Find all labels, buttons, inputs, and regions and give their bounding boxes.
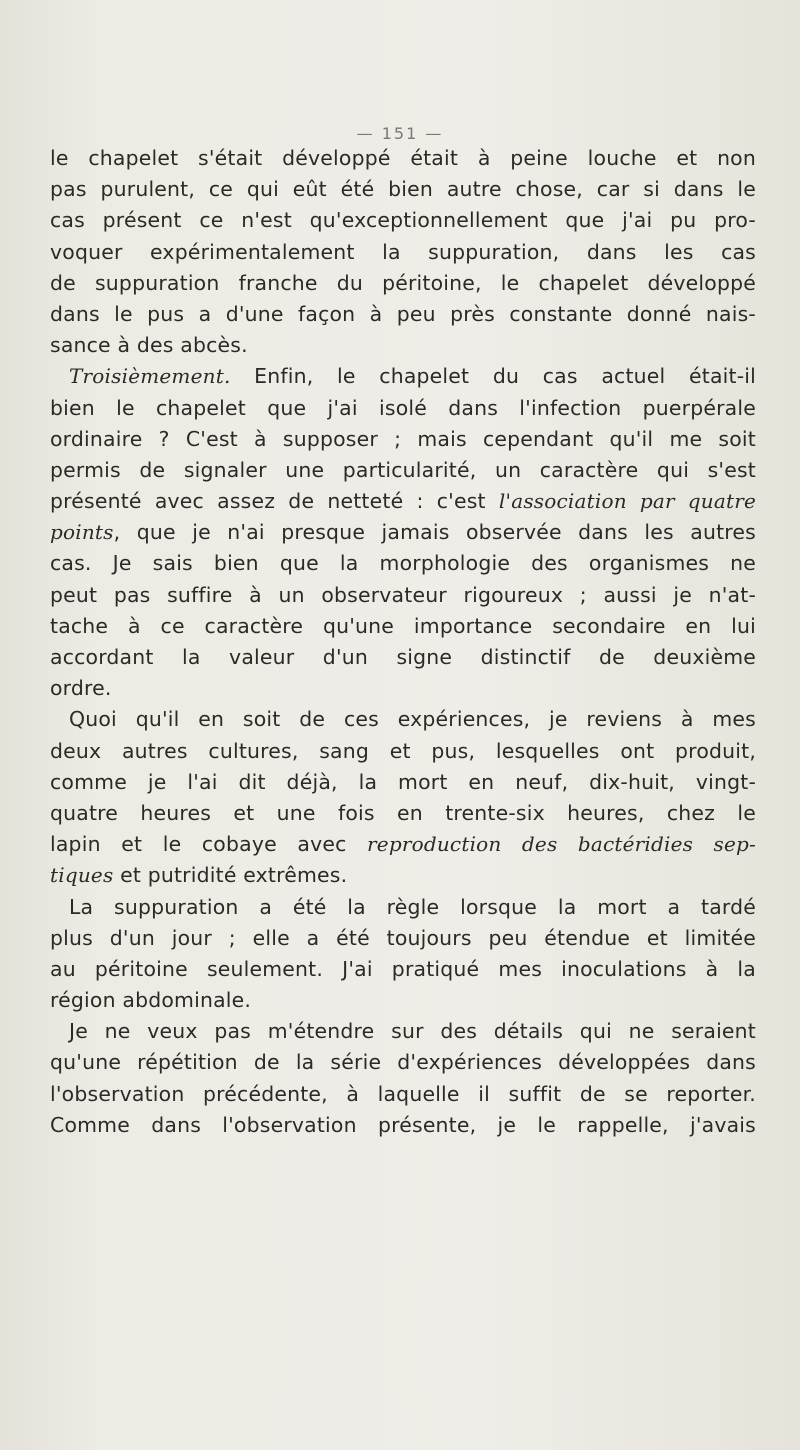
text-line bbox=[50, 455, 756, 486]
text-segment: Je ne veux pas m'étendre sur des détails qui ne seraient bbox=[69, 1019, 756, 1044]
text-line bbox=[50, 954, 756, 985]
text-segment: comme je l'ai dit déjà, la mort en neuf, dix-huit, vingt- bbox=[50, 769, 756, 794]
text-line bbox=[50, 486, 756, 517]
text-line bbox=[50, 611, 756, 642]
text-line bbox=[50, 1079, 756, 1110]
text-line bbox=[50, 393, 756, 424]
text-line bbox=[50, 174, 756, 205]
text-line bbox=[50, 580, 756, 611]
text-line bbox=[50, 704, 756, 735]
text-line bbox=[50, 424, 756, 455]
text-line bbox=[50, 642, 756, 673]
text-segment: le chapelet s'était développé était à peine louche et non bbox=[50, 146, 756, 170]
text-line bbox=[50, 985, 756, 1016]
text-segment: peut pas suffire à un observateur rigoureux ; aussi je n'at- bbox=[50, 582, 756, 607]
text-segment: Comme dans l'observation présente, je le rappelle, j'avais bbox=[50, 1112, 756, 1137]
text-line bbox=[50, 205, 756, 236]
paragraph bbox=[50, 892, 756, 1017]
text-segment: sance à des abcès. bbox=[50, 333, 248, 358]
text-line bbox=[50, 860, 756, 891]
text-segment: voquer expérimentalement la suppuration, dans les cas bbox=[50, 239, 756, 264]
text-line bbox=[50, 673, 756, 704]
text-line bbox=[50, 548, 756, 579]
text-line bbox=[50, 268, 756, 299]
text-segment: , que je n'ai presque jamais observée dans les autres bbox=[113, 520, 756, 545]
italic-text: reproduction des bactéridies sep- bbox=[367, 832, 756, 857]
text-segment: pas purulent, ce qui eût été bien autre chose, car si dans le bbox=[50, 177, 756, 202]
text-segment: permis de signaler une particularité, un caractère qui s'est bbox=[50, 457, 756, 482]
text-segment: quatre heures et une fois en trente-six heures, chez le bbox=[50, 800, 756, 825]
text-line bbox=[50, 736, 756, 767]
text-line bbox=[50, 143, 756, 174]
text-segment: qu'une répétition de la série d'expériences développées dans bbox=[50, 1050, 756, 1075]
text-segment: présenté avec assez de netteté : c'est bbox=[50, 489, 499, 514]
text-segment: Quoi qu'il en soit de ces expériences, je reviens à mes bbox=[69, 707, 756, 732]
text-segment: l'observation précédente, à laquelle il suffit de se reporter. bbox=[50, 1081, 756, 1106]
text-line bbox=[50, 829, 756, 860]
text-line bbox=[50, 892, 756, 923]
text-segment: plus d'un jour ; elle a été toujours peu étendue et limitée bbox=[50, 925, 756, 950]
text-segment: au péritoine seulement. J'ai pratiqué mes inoculations à la bbox=[50, 956, 756, 981]
text-line bbox=[50, 1047, 756, 1078]
text-line bbox=[50, 517, 756, 548]
italic-text: tiques bbox=[50, 863, 114, 888]
text-segment: ordre. bbox=[50, 676, 112, 701]
text-line bbox=[50, 1016, 756, 1047]
text-segment: Enfin, le chapelet du cas actuel était-il bbox=[230, 364, 756, 389]
text-line bbox=[50, 798, 756, 829]
text-line bbox=[50, 767, 756, 798]
text-segment: et putridité extrêmes. bbox=[113, 863, 348, 888]
paragraph bbox=[50, 1016, 756, 1141]
text-segment: La suppuration a été la règle lorsque la mort a tardé bbox=[69, 894, 756, 919]
text-segment: tache à ce caractère qu'une importance secondaire en lui bbox=[50, 613, 756, 638]
italic-text: points bbox=[50, 520, 114, 545]
paragraph bbox=[50, 143, 756, 361]
italic-text: Troisièmement. bbox=[69, 364, 231, 389]
text-line bbox=[50, 237, 756, 268]
text-segment: cas. Je sais bien que la morphologie des organismes ne bbox=[50, 551, 756, 576]
text-segment: de suppuration franche du péritoine, le chapelet développé bbox=[50, 270, 756, 295]
text-segment: bien le chapelet que j'ai isolé dans l'infection puerpérale bbox=[50, 395, 756, 420]
text-segment: région abdominale. bbox=[50, 988, 252, 1013]
text-line bbox=[50, 923, 756, 954]
text-line bbox=[50, 361, 756, 392]
text-line bbox=[50, 299, 756, 330]
text-segment: dans le pus a d'une façon à peu près constante donné nais- bbox=[50, 301, 756, 326]
text-segment: lapin et le cobaye avec bbox=[50, 832, 368, 857]
text-segment: accordant la valeur d'un signe distinctif de deuxième bbox=[50, 645, 756, 669]
paragraph bbox=[50, 361, 756, 704]
text-line bbox=[50, 1110, 756, 1141]
page-number: — 151 — bbox=[356, 124, 444, 143]
text-segment: deux autres cultures, sang et pus, lesquelles ont produit, bbox=[50, 738, 756, 763]
text-segment: ordinaire ? C'est à supposer ; mais cependant qu'il me soit bbox=[50, 426, 756, 451]
paragraph bbox=[50, 704, 756, 891]
text-segment: cas présent ce n'est qu'exceptionnellement que j'ai pu pro- bbox=[50, 208, 756, 233]
italic-text: l'association par quatre bbox=[498, 489, 757, 514]
body-text bbox=[50, 143, 756, 1141]
text-line bbox=[50, 330, 756, 361]
